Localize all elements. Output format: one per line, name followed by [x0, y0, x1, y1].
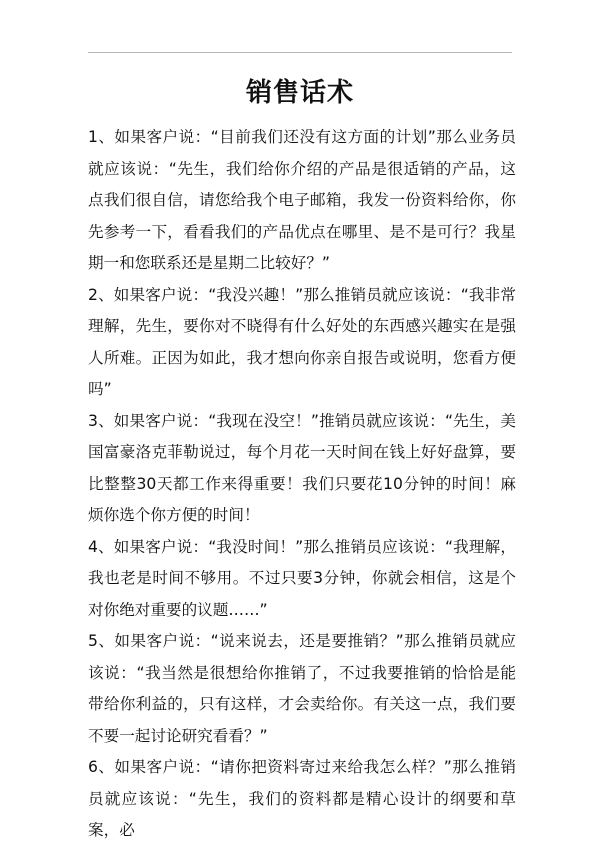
- paragraph-2: 2、如果客户说：“我没兴趣！”那么推销员就应该说：“我非常理解，先生，要你对不晓得有什么好处的东西感兴趣实在是强人所难。正因为如此，我才想向你亲自报告或说明，您看方便吗”: [88, 285, 516, 398]
- page-title: 销售话术: [245, 78, 354, 108]
- paragraph-5: 5、如果客户说：“说来说去，还是要推销？”那么推销员就应该说：“我当然是很想给你推销了，不过我要推销的恰恰是能带给你利益的，只有这样，才会卖给你。有关这一点，我们要不要一起讨论研究看看？”: [88, 632, 516, 745]
- document-body: [88, 122, 516, 847]
- paragraph-4: 4、如果客户说：“我没时间！”那么推销员应该说：“我理解，我也老是时间不够用。不过只要3分钟，你就会相信，这是个对你绝对重要的议题……”: [88, 537, 516, 619]
- paragraph-6: 6、如果客户说：“请你把资料寄过来给我怎么样？”那么推销员就应该说：“先生，我们的资料都是精心设计的纲要和草案，必: [88, 758, 516, 839]
- header-divider: [88, 52, 512, 53]
- paragraph-3: 3、如果客户说：“我现在没空！”推销员就应该说：“先生，美国富豪洛克菲勒说过，每个月花一天时间在钱上好好盘算，要比整整30天都工作来得重要！我们只要花10分钟的时间！麻烦你选个你方便的时间！: [88, 411, 516, 524]
- paragraph-1: 1、如果客户说：“目前我们还没有这方面的计划”那么业务员就应该说：“先生，我们给你介绍的产品是很适销的产品，这点我们很自信，请您给我个电子邮箱，我发一份资料给你，你先参考一下，看看我们的产品优点在哪里、是不是可行？我星期一和您联系还是星期二比较好？”: [88, 128, 516, 272]
